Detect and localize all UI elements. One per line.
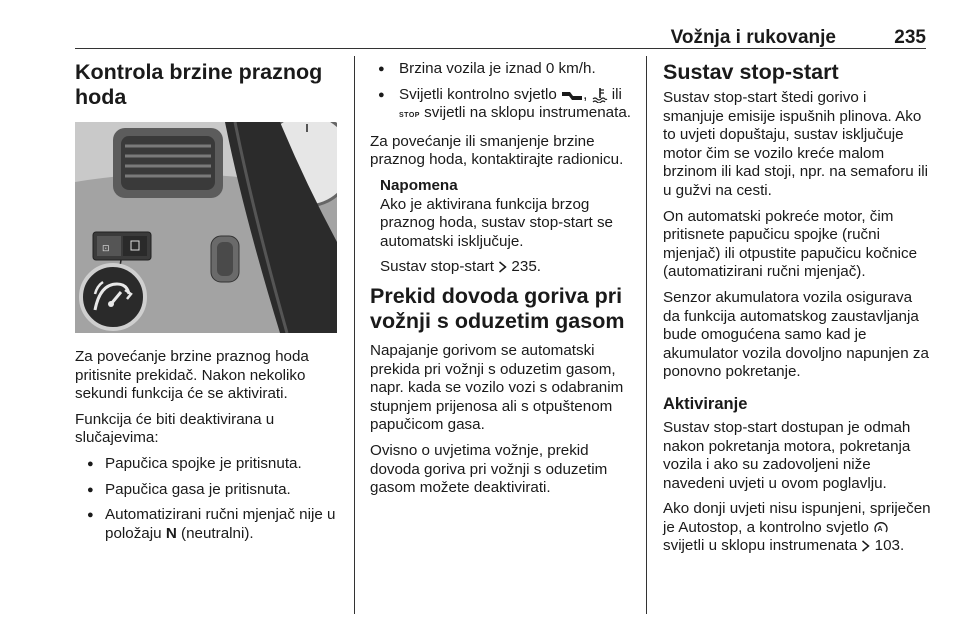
heading-idle-speed: Kontrola brzine praznog hoda <box>75 60 323 109</box>
autostop-indicator-icon <box>873 521 889 535</box>
list-item-tail: (neutralni). <box>181 524 254 542</box>
header-rule <box>75 48 926 49</box>
heading-fuel-cutoff: Prekid dovoda goriva pri vožnji s oduzetim gasom <box>370 283 625 333</box>
column-3 <box>663 60 931 563</box>
paragraph: Sustav stop-start dostupan je odmah nakon pokretanja motora, pokretanja vozila i ako su zadovoljeni niže navedeni uvjeti u ovom poglavlju. <box>663 418 911 492</box>
svg-text:A: A <box>877 525 883 533</box>
list-item-separator: , <box>583 85 588 103</box>
list-item-or: ili <box>611 85 622 103</box>
list-item <box>370 86 640 126</box>
list-item-text: Svijetli kontrolno svjetlo <box>399 85 557 103</box>
list-item: ● Brzina vozila je iznad 0 km/h. <box>370 60 640 79</box>
list-item: ● Papučica spojke je pritisnuta. <box>75 455 347 474</box>
paragraph: Ovisno o uvjetima vožnje, prekid dovoda goriva pri vožnji s oduzetim gasom možete deaktivirati. <box>370 441 608 497</box>
coolant-temperature-icon <box>592 87 608 103</box>
note-text: Ako je aktivirana funkcija brzog praznog hoda, sustav stop-start se automatski isključuje. <box>380 195 614 250</box>
gear-neutral-label: N <box>165 524 177 542</box>
column-2 <box>370 60 640 505</box>
reference-page: 103. <box>874 537 905 555</box>
list-item-text: Automatizirani ručni mjenjač nije u položaju <box>105 506 336 542</box>
note-reference <box>380 258 640 277</box>
paragraph: Za povećanje brzine praznog hoda pritisnite prekidač. Nakon nekoliko sekundi funkcija će se aktivirati. <box>75 348 309 403</box>
svg-text:⊡: ⊡ <box>102 243 110 253</box>
paragraph: Za povećanje ili smanjenje brzine praznog hoda, kontaktirajte radionicu. <box>370 132 624 169</box>
reference-text: Sustav stop-start <box>380 258 494 276</box>
page-reference-arrow-icon <box>498 261 507 273</box>
paragraph: Sustav stop-start štedi gorivo i smanjuje emisije ispušnih plinova. Ako to uvjeti dopuštaju, sustav isključuje motor čim se vozilo kreće malom brzinom ili kad stoji, npr. na semaforu ili u gužvi na cesti. <box>663 89 929 199</box>
paragraph-text: svijetli u sklopu instrumenata <box>663 537 858 555</box>
subheading-activation: Aktiviranje <box>663 394 748 413</box>
heading-stop-start: Sustav stop-start <box>663 60 839 84</box>
paragraph <box>663 500 931 556</box>
paragraph: Funkcija će biti deaktivirana u slučajevima: <box>75 410 275 447</box>
list-item-text: svijetli na sklopu instrumenata. <box>424 104 631 122</box>
paragraph: Senzor akumulatora vozila osigurava da funkcija automatskog zaustavljanja bude omogućena samo kad je akumulator vozila dovoljno napunjen za ponovno pokretanje. <box>663 288 929 381</box>
note-title: Napomena <box>380 176 458 194</box>
note-block <box>370 177 640 277</box>
page-number: 235 <box>894 27 926 48</box>
section-title: Vožnja i rukovanje <box>670 27 836 48</box>
paragraph: On automatski pokreće motor, čim pritisnete papučicu spojke (ručni mjenjač) ili otpustite papučicu kočnice (automatizirani ručni mjenjač). <box>663 207 918 281</box>
stop-indicator-label: STOP <box>399 112 420 120</box>
paragraph: Napajanje gorivom se automatski prekida pri vožnji s oduzetim gasom, napr. kada se vozilo vozi s odabranim stupnjem prijenosa ali s otpuštenom papučicom gasa. <box>370 341 624 434</box>
column-divider-1 <box>354 56 355 614</box>
dashboard-switch-illustration <box>75 122 337 333</box>
coolant-warning-icon <box>561 88 583 102</box>
paragraph-text: Ako donji uvjeti nisu ispunjeni, spriječen je Autostop, a kontrolno svjetlo <box>663 500 931 536</box>
page-header <box>75 24 926 50</box>
list-item: ● Papučica gasa je pritisnuta. <box>75 481 347 500</box>
column-1 <box>75 60 347 550</box>
reference-page: 235. <box>511 258 541 276</box>
list-item <box>75 506 347 543</box>
column-divider-2 <box>646 56 647 614</box>
page-reference-arrow-icon <box>861 540 870 552</box>
